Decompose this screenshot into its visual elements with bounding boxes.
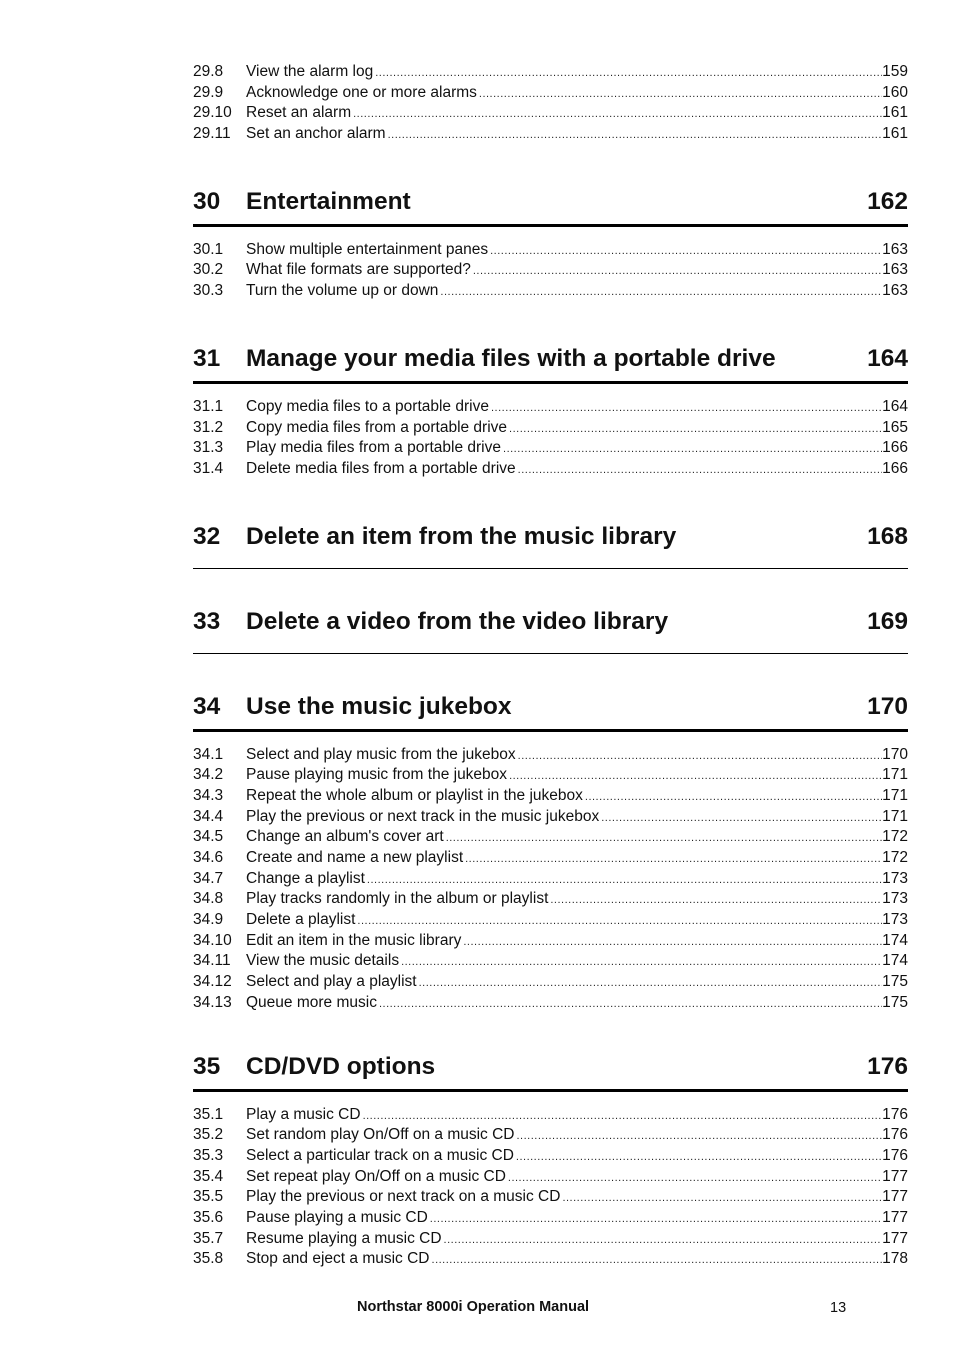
dot-leader bbox=[479, 84, 882, 104]
entry-page-number: 172 bbox=[882, 828, 908, 846]
toc-entry-list bbox=[193, 384, 908, 480]
chapter-number: 35 bbox=[193, 1052, 221, 1080]
entry-title: Turn the volume up or down bbox=[246, 282, 439, 300]
toc-entry[interactable] bbox=[193, 459, 908, 480]
chapter-title: Delete a video from the video library bbox=[246, 607, 669, 635]
dot-leader bbox=[491, 398, 882, 418]
dot-leader bbox=[518, 460, 882, 480]
toc-section bbox=[193, 690, 908, 1014]
toc-entry[interactable] bbox=[193, 240, 908, 261]
chapter-heading[interactable] bbox=[193, 342, 908, 384]
toc-entry[interactable] bbox=[193, 807, 908, 828]
entry-title: Reset an alarm bbox=[246, 104, 352, 122]
entry-page-number: 165 bbox=[882, 418, 908, 436]
toc-entry[interactable] bbox=[193, 1146, 908, 1167]
entry-title: Repeat the whole album or playlist in the jukebox bbox=[246, 786, 583, 804]
toc-entry[interactable] bbox=[193, 972, 908, 993]
entry-page-number: 178 bbox=[882, 1250, 908, 1268]
entry-page-number: 171 bbox=[882, 766, 908, 784]
entry-page-number: 161 bbox=[882, 125, 908, 143]
entry-title: View the alarm log bbox=[246, 63, 374, 80]
chapter-heading[interactable] bbox=[193, 185, 908, 227]
toc-entry[interactable] bbox=[193, 1105, 908, 1126]
chapter-title: Delete an item from the music library bbox=[246, 522, 677, 550]
dot-leader bbox=[516, 1147, 882, 1167]
dot-leader bbox=[379, 994, 882, 1014]
toc-entry[interactable] bbox=[193, 397, 908, 418]
entry-number: 35.8 bbox=[193, 1250, 224, 1268]
toc-entry[interactable] bbox=[193, 83, 908, 104]
entry-title: Set repeat play On/Off on a music CD bbox=[246, 1167, 506, 1185]
dot-leader bbox=[367, 870, 882, 890]
toc-section bbox=[193, 605, 908, 654]
entry-title: Pause playing a music CD bbox=[246, 1208, 428, 1226]
chapter-number: 32 bbox=[193, 522, 221, 550]
entry-page-number: 159 bbox=[882, 63, 908, 80]
dot-leader bbox=[517, 1126, 883, 1146]
dot-leader bbox=[401, 952, 882, 972]
entry-title: Copy media files to a portable drive bbox=[246, 397, 489, 415]
entry-page-number: 177 bbox=[882, 1188, 908, 1206]
dot-leader bbox=[518, 746, 882, 766]
chapter-title: Use the music jukebox bbox=[246, 692, 512, 720]
dot-leader bbox=[550, 890, 882, 910]
entry-number: 35.1 bbox=[193, 1105, 224, 1123]
entry-title: Queue more music bbox=[246, 993, 377, 1011]
entry-number: 34.10 bbox=[193, 931, 232, 949]
entry-title: Play media files from a portable drive bbox=[246, 439, 502, 457]
dot-leader bbox=[375, 63, 882, 83]
toc-entry[interactable] bbox=[193, 260, 908, 281]
toc-entry[interactable] bbox=[193, 1125, 908, 1146]
entry-number: 29.11 bbox=[193, 125, 231, 143]
entry-page-number: 171 bbox=[882, 807, 908, 825]
entry-number: 35.3 bbox=[193, 1146, 224, 1164]
chapter-title: Manage your media files with a portable drive bbox=[246, 344, 776, 372]
chapter-page-number: 176 bbox=[867, 1052, 908, 1080]
entry-page-number: 170 bbox=[882, 745, 908, 763]
entry-number: 29.8 bbox=[193, 63, 224, 80]
entry-title: Select and play music from the jukebox bbox=[246, 745, 516, 763]
toc-entry[interactable] bbox=[193, 786, 908, 807]
toc-entry[interactable] bbox=[193, 1229, 908, 1250]
chapter-number: 31 bbox=[193, 344, 221, 372]
chapter-number: 34 bbox=[193, 692, 221, 720]
dot-leader bbox=[503, 439, 882, 459]
entry-title: View the music details bbox=[246, 952, 400, 970]
entry-page-number: 176 bbox=[882, 1126, 908, 1144]
toc-entry[interactable] bbox=[193, 931, 908, 952]
entry-title: Edit an item in the music library bbox=[246, 931, 462, 949]
toc-entry[interactable] bbox=[193, 438, 908, 459]
dot-leader bbox=[601, 808, 882, 828]
dot-leader bbox=[357, 911, 882, 931]
entry-title: Change an album's cover art bbox=[246, 828, 444, 846]
entry-page-number: 173 bbox=[882, 911, 908, 929]
entry-number: 34.1 bbox=[193, 745, 224, 763]
toc-entry[interactable] bbox=[193, 827, 908, 848]
toc-entry[interactable] bbox=[193, 1167, 908, 1188]
entry-number: 35.2 bbox=[193, 1126, 224, 1144]
chapter-page-number: 168 bbox=[867, 522, 908, 550]
chapter-page-number: 170 bbox=[867, 692, 908, 720]
dot-leader bbox=[419, 973, 883, 993]
dot-leader bbox=[432, 1250, 883, 1270]
entry-title: Stop and eject a music CD bbox=[246, 1250, 430, 1268]
entry-page-number: 176 bbox=[882, 1146, 908, 1164]
toc-entry[interactable] bbox=[193, 103, 908, 124]
entry-page-number: 171 bbox=[882, 786, 908, 804]
dot-leader bbox=[446, 828, 882, 848]
entry-title: Pause playing music from the jukebox bbox=[246, 766, 508, 784]
chapter-number: 33 bbox=[193, 607, 221, 635]
toc-entry[interactable] bbox=[193, 765, 908, 786]
entry-number: 34.4 bbox=[193, 807, 224, 825]
toc-entry[interactable] bbox=[193, 910, 908, 931]
entry-title: What file formats are supported? bbox=[246, 261, 471, 279]
entry-page-number: 163 bbox=[882, 261, 908, 279]
toc-entry[interactable] bbox=[193, 281, 908, 302]
entry-number: 34.6 bbox=[193, 849, 224, 866]
toc-entry[interactable] bbox=[193, 1187, 908, 1208]
entry-title: Create and name a new playlist bbox=[246, 849, 464, 866]
entry-number: 34.5 bbox=[193, 828, 224, 846]
dot-leader bbox=[509, 766, 882, 786]
toc-entry[interactable] bbox=[193, 869, 908, 890]
table-of-contents bbox=[193, 62, 908, 1270]
entry-page-number: 177 bbox=[882, 1167, 908, 1185]
chapter-title: Entertainment bbox=[246, 187, 411, 215]
entry-number: 31.3 bbox=[193, 439, 224, 457]
toc-entry-list bbox=[193, 62, 908, 145]
dot-leader bbox=[465, 849, 882, 869]
entry-title: Resume playing a music CD bbox=[246, 1229, 442, 1247]
dot-leader bbox=[440, 282, 882, 302]
chapter-heading[interactable] bbox=[193, 520, 908, 569]
entry-page-number: 173 bbox=[882, 869, 908, 887]
entry-number: 35.4 bbox=[193, 1167, 224, 1185]
chapter-page-number: 169 bbox=[867, 607, 908, 635]
entry-title: Acknowledge one or more alarms bbox=[246, 83, 477, 101]
entry-page-number: 163 bbox=[882, 282, 908, 300]
entry-page-number: 175 bbox=[882, 993, 908, 1011]
toc-section bbox=[193, 185, 908, 302]
toc-entry[interactable] bbox=[193, 889, 908, 910]
chapter-number: 30 bbox=[193, 187, 221, 215]
toc-section-continuation bbox=[193, 62, 908, 145]
entry-page-number: 174 bbox=[882, 931, 908, 949]
entry-page-number: 174 bbox=[882, 952, 908, 970]
entry-title: Delete a playlist bbox=[246, 911, 356, 929]
entry-number: 35.6 bbox=[193, 1208, 224, 1226]
toc-section bbox=[193, 520, 908, 569]
chapter-heading[interactable] bbox=[193, 605, 908, 654]
entry-title: Play the previous or next track on a music CD bbox=[246, 1188, 561, 1206]
entry-title: Select and play a playlist bbox=[246, 973, 417, 991]
toc-entry-list bbox=[193, 732, 908, 1014]
entry-number: 34.8 bbox=[193, 890, 224, 908]
footer-page-number: 13 bbox=[830, 1300, 847, 1316]
entry-number: 30.1 bbox=[193, 240, 224, 258]
entry-number: 35.7 bbox=[193, 1229, 224, 1247]
entry-title: Copy media files from a portable drive bbox=[246, 418, 508, 436]
entry-page-number: 177 bbox=[882, 1229, 908, 1247]
toc-section bbox=[193, 342, 908, 480]
dot-leader bbox=[463, 932, 882, 952]
entry-number: 34.9 bbox=[193, 911, 224, 929]
entry-page-number: 166 bbox=[882, 439, 908, 457]
dot-leader bbox=[353, 104, 882, 124]
entry-number: 31.2 bbox=[193, 418, 224, 436]
entry-number: 34.13 bbox=[193, 993, 232, 1011]
entry-title: Set random play On/Off on a music CD bbox=[246, 1126, 515, 1144]
toc-section bbox=[193, 1050, 908, 1271]
entry-title: Show multiple entertainment panes bbox=[246, 240, 489, 258]
dot-leader bbox=[508, 1168, 882, 1188]
entry-page-number: 177 bbox=[882, 1208, 908, 1226]
chapter-heading[interactable] bbox=[193, 690, 908, 732]
toc-entry[interactable] bbox=[193, 1249, 908, 1270]
toc-entry[interactable] bbox=[193, 745, 908, 766]
entry-title: Delete media files from a portable drive bbox=[246, 459, 516, 477]
entry-number: 34.2 bbox=[193, 766, 224, 784]
entry-title: Set an anchor alarm bbox=[246, 125, 386, 143]
entry-page-number: 164 bbox=[882, 397, 908, 415]
entry-number: 35.5 bbox=[193, 1188, 224, 1206]
chapter-title: CD/DVD options bbox=[246, 1052, 436, 1080]
entry-title: Play the previous or next track in the music jukebox bbox=[246, 807, 600, 825]
entry-number: 29.9 bbox=[193, 83, 224, 101]
dot-leader bbox=[388, 125, 883, 145]
toc-entry[interactable] bbox=[193, 62, 908, 83]
entry-title: Play a music CD bbox=[246, 1105, 361, 1123]
dot-leader bbox=[585, 787, 882, 807]
entry-number: 34.3 bbox=[193, 786, 224, 804]
entry-page-number: 175 bbox=[882, 973, 908, 991]
dot-leader bbox=[490, 241, 882, 261]
entry-number: 34.7 bbox=[193, 869, 224, 887]
toc-entry[interactable] bbox=[193, 848, 908, 869]
footer-manual-title: Northstar 8000i Operation Manual bbox=[357, 1299, 590, 1315]
entry-number: 34.11 bbox=[193, 952, 231, 970]
entry-title: Change a playlist bbox=[246, 869, 365, 887]
chapter-page-number: 164 bbox=[867, 344, 908, 372]
entry-number: 34.12 bbox=[193, 973, 232, 991]
entry-title: Play tracks randomly in the album or playlist bbox=[246, 890, 549, 908]
entry-page-number: 176 bbox=[882, 1105, 908, 1123]
entry-number: 31.1 bbox=[193, 397, 224, 415]
entry-page-number: 161 bbox=[882, 104, 908, 122]
toc-entry-list bbox=[193, 227, 908, 302]
toc-entry[interactable] bbox=[193, 124, 908, 145]
entry-number: 30.2 bbox=[193, 261, 224, 279]
dot-leader bbox=[430, 1209, 882, 1229]
entry-page-number: 173 bbox=[882, 890, 908, 908]
dot-leader bbox=[363, 1106, 883, 1126]
entry-number: 30.3 bbox=[193, 282, 224, 300]
toc-entry[interactable] bbox=[193, 418, 908, 439]
chapter-page-number: 162 bbox=[867, 187, 908, 215]
entry-title: Select a particular track on a music CD bbox=[246, 1146, 514, 1164]
dot-leader bbox=[562, 1188, 882, 1208]
dot-leader bbox=[509, 419, 882, 439]
page-footer bbox=[0, 1299, 954, 1321]
dot-leader bbox=[444, 1230, 883, 1250]
toc-entry[interactable] bbox=[193, 1208, 908, 1229]
dot-leader bbox=[473, 261, 882, 281]
entry-page-number: 172 bbox=[882, 849, 908, 866]
entry-page-number: 160 bbox=[882, 83, 908, 101]
entry-number: 29.10 bbox=[193, 104, 232, 122]
entry-number: 31.4 bbox=[193, 459, 224, 477]
toc-entry[interactable] bbox=[193, 951, 908, 972]
chapter-heading[interactable] bbox=[193, 1050, 908, 1092]
toc-entry-list bbox=[193, 1092, 908, 1271]
entry-page-number: 163 bbox=[882, 240, 908, 258]
toc-entry[interactable] bbox=[193, 993, 908, 1014]
entry-page-number: 166 bbox=[882, 459, 908, 477]
